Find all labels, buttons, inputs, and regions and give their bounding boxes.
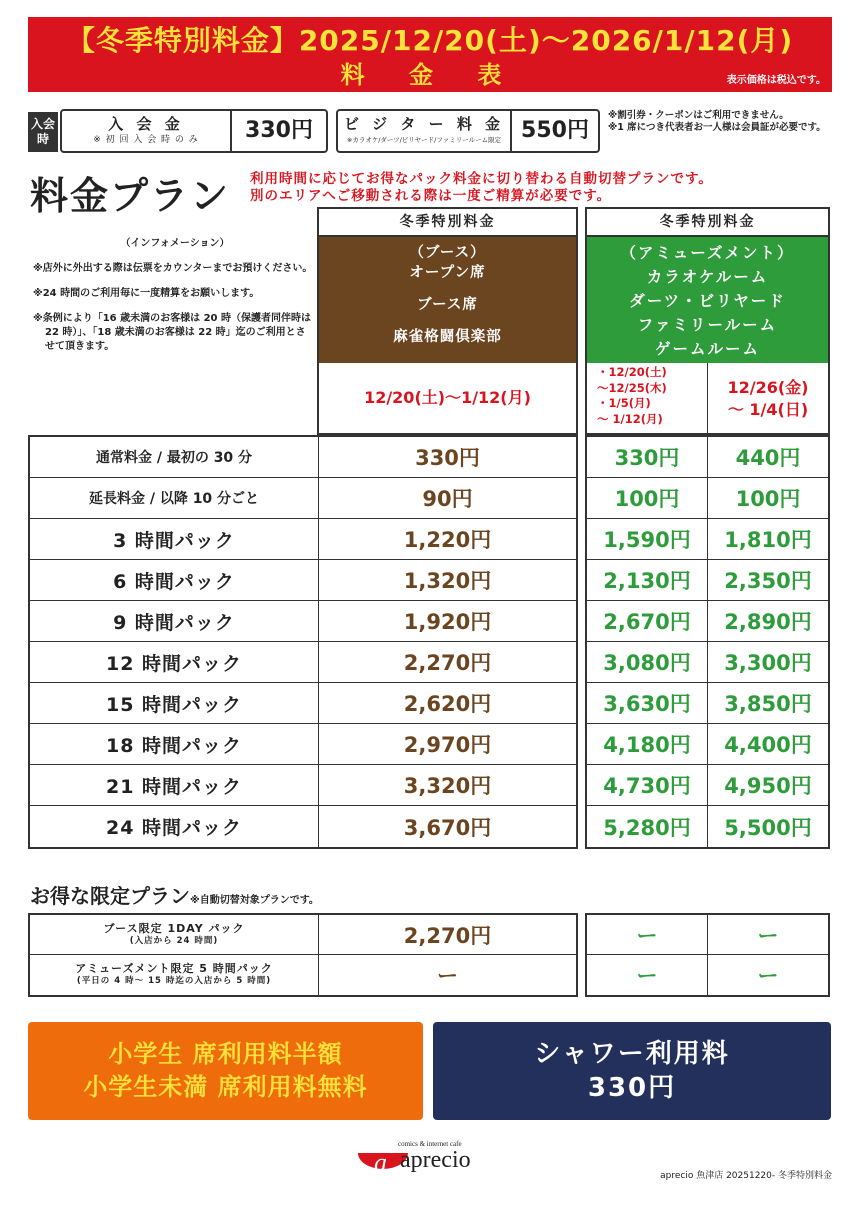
amuse-season-label: 冬季特別料金	[587, 209, 828, 237]
booth-price: 2,970円	[403, 733, 492, 757]
amuse-price-a: 2,670円	[603, 610, 691, 634]
booth-header-box	[317, 207, 578, 435]
booth-area-open: オープン席	[409, 265, 486, 281]
kids-half-price: 小学生 席利用料半額	[108, 1040, 343, 1068]
kids-discount-panel	[28, 1022, 423, 1120]
title-banner	[28, 17, 832, 92]
period-a-line4: 〜 1/12(月)	[597, 411, 663, 426]
amuse-price-table	[585, 435, 830, 849]
booth-price-table	[28, 435, 578, 849]
row-label: 通常料金 / 最初の 30 分	[95, 450, 253, 466]
period-b-line2: 〜 1/4(日)	[727, 400, 809, 419]
amuse-price-a: 330円	[614, 446, 680, 470]
banner-subtitle: 料 金 表	[340, 61, 520, 89]
limited-plan-title	[30, 880, 319, 909]
amuse-area-family: ファミリールーム	[637, 316, 778, 334]
booth-price: 1,320円	[403, 569, 492, 593]
amuse-areas	[587, 237, 828, 363]
table-row	[30, 601, 576, 642]
table-row	[587, 601, 828, 642]
limited-amuse-table	[585, 913, 830, 997]
row-label: 15 時間パック	[105, 693, 243, 716]
amuse-area-darts: ダーツ・ビリヤード	[629, 292, 786, 310]
logo-tagline: comics & internet cafe	[398, 1140, 462, 1148]
booth-area-booth: ブース席	[417, 297, 478, 313]
info-notes	[33, 262, 313, 365]
limited-title-note: ※自動切替対象プランです。	[190, 895, 319, 906]
footer-code: aprecio 魚津店 20251220- 冬季特別料金	[660, 1171, 832, 1181]
limited-amuse-a: ー	[636, 964, 658, 988]
logo-graphic	[356, 1137, 506, 1177]
table-row	[587, 915, 828, 955]
amuse-price-a: 3,080円	[603, 651, 691, 675]
limited-amuse-b: ー	[757, 964, 779, 988]
table-row	[587, 683, 828, 724]
amuse-price-a: 4,730円	[603, 774, 691, 798]
note-member: ※1 席につき代表者お一人様は会員証が必要です。	[608, 122, 826, 133]
table-row	[30, 683, 576, 724]
aprecio-logo	[356, 1137, 506, 1177]
table-row	[30, 519, 576, 560]
booth-price: 330円	[415, 446, 480, 470]
amuse-period-b	[708, 377, 828, 421]
period-a-line1: ・12/20(土)	[597, 365, 667, 379]
banner-title: 【冬季特別料金】2025/12/20(土)〜2026/1/12(月)	[66, 24, 794, 57]
visitor-fee-label	[338, 111, 510, 151]
row-label: 21 時間パック	[105, 775, 243, 798]
amuse-price-b: 4,400円	[724, 733, 812, 757]
entry-fee-box	[60, 109, 328, 153]
tax-note: 表示価格は税込です。	[726, 75, 826, 86]
row-label: 9 時間パック	[113, 611, 235, 634]
limited-label-sub: (入店から 24 時間)	[129, 935, 219, 946]
limited-label-main: ブース限定 1DAY パック	[103, 921, 245, 935]
limited-label-main: アミューズメント限定 5 時間パック	[75, 962, 273, 975]
amuse-area-karaoke: カラオケルーム	[646, 268, 769, 286]
shower-price: 330円	[587, 1073, 677, 1103]
plan-desc-line2: 別のエリアへご移動される際は一度ご精算が必要です。	[250, 188, 612, 204]
table-row	[587, 560, 828, 601]
limited-booth-table	[28, 913, 578, 997]
booth-areas	[319, 237, 576, 363]
table-row	[587, 955, 828, 995]
plan-desc-line1: 利用時間に応じてお得なパック料金に切り替わる自動切替プランです。	[250, 171, 713, 187]
table-row	[587, 437, 828, 478]
entry-fee-label	[62, 111, 230, 151]
row-label: 18 時間パック	[105, 734, 243, 757]
visitor-fee-box	[336, 109, 600, 153]
info-note-24h: ※24 時間のご利用毎に一度精算をお願いします。	[33, 288, 260, 299]
shower-fee-panel	[433, 1022, 831, 1120]
booth-price: 3,670円	[403, 815, 492, 840]
booth-season-label: 冬季特別料金	[319, 209, 576, 237]
entry-tag-text: 入会時	[30, 117, 55, 146]
limited-amuse-b: ー	[757, 923, 779, 948]
info-note-outside: ※店外に外出する際は伝票をカウンターまでお預けください。	[33, 263, 313, 274]
table-row	[587, 765, 828, 806]
table-row	[587, 724, 828, 765]
logo-name: aprecio	[400, 1147, 471, 1173]
table-row	[30, 642, 576, 683]
info-heading: （インフォメーション）	[120, 238, 230, 249]
table-row	[30, 478, 576, 519]
table-row	[30, 765, 576, 806]
amuse-price-a: 4,180円	[603, 733, 691, 757]
table-row	[30, 806, 576, 847]
amuse-area-game: ゲームルーム	[654, 340, 760, 358]
table-row	[587, 519, 828, 560]
amuse-price-b: 100円	[735, 487, 801, 511]
period-a-line3: ・1/5(月)	[597, 396, 651, 410]
amuse-price-a: 1,590円	[603, 528, 691, 552]
limited-label	[30, 915, 318, 954]
amuse-price-b: 3,850円	[724, 692, 812, 716]
amuse-price-a: 3,630円	[603, 692, 691, 716]
limited-booth-price: ー	[437, 964, 458, 988]
logo-a: a	[374, 1148, 387, 1177]
shower-label: シャワー利用料	[534, 1039, 730, 1069]
row-label: 12 時間パック	[105, 652, 243, 675]
visitor-fee-price: 550円	[510, 111, 598, 151]
plan-description	[250, 171, 713, 205]
kids-free: 小学生未満 席利用料無料	[83, 1073, 368, 1101]
amuse-price-b: 5,500円	[724, 815, 812, 840]
plan-title: 料金プラン	[30, 174, 231, 218]
entry-fee-title: 入 会 金	[108, 115, 184, 133]
entry-fee-sub: ※ 初 回 入 会 時 の み	[93, 135, 199, 145]
amuse-price-a: 2,130円	[603, 569, 691, 593]
visitor-fee-title: ビ ジ タ ー 料 金	[343, 115, 505, 133]
table-row	[30, 724, 576, 765]
booth-price: 1,920円	[403, 610, 492, 634]
row-label: 24 時間パック	[105, 817, 243, 839]
amuse-price-b: 440円	[735, 446, 801, 470]
amuse-price-a: 100円	[614, 487, 680, 511]
amuse-header-box	[585, 207, 830, 435]
booth-price: 3,320円	[403, 774, 492, 798]
amuse-price-b: 4,950円	[724, 774, 812, 798]
table-row	[30, 955, 576, 995]
limited-label	[30, 955, 318, 995]
period-b-line1: 12/26(金)	[727, 378, 809, 397]
booth-price: 90円	[422, 487, 473, 511]
amuse-area-category: （アミューズメント）	[620, 244, 795, 262]
table-row	[30, 560, 576, 601]
entry-tag	[28, 112, 58, 152]
row-label: 3 時間パック	[113, 529, 235, 552]
booth-area-category: （ブース）	[409, 245, 486, 261]
limited-label-sub: (平日の 4 時〜 15 時迄の入店から 5 時間)	[76, 976, 272, 986]
table-row	[587, 642, 828, 683]
booth-area-mahjong: 麻雀格闘倶楽部	[393, 329, 502, 345]
limited-booth-price: 2,270円	[403, 923, 492, 948]
row-label: 6 時間パック	[113, 570, 235, 593]
table-row	[587, 478, 828, 519]
visitor-fee-sub: ※カラオケ/ダーツ/ビリヤード/ファミリールーム限定	[346, 136, 502, 144]
top-notes	[608, 110, 838, 134]
amuse-price-b: 3,300円	[724, 651, 812, 675]
amuse-price-b: 2,890円	[724, 610, 812, 634]
amuse-period-a	[587, 365, 707, 427]
booth-period: 12/20(土)〜1/12(月)	[364, 388, 531, 407]
note-coupon: ※割引券・クーポンはご利用できません。	[608, 110, 789, 121]
table-row	[587, 806, 828, 847]
entry-fee-price: 330円	[230, 111, 326, 151]
amuse-price-b: 1,810円	[724, 528, 812, 552]
table-row	[30, 437, 576, 478]
info-note-ordinance: ※条例により「16 歳未満のお客様は 20 時（保護者同伴時は 22 時）」、「18 歳未満のお客様は 22 時」迄のご利用とさせて頂きます。	[33, 313, 311, 352]
booth-price: 2,620円	[403, 692, 492, 716]
table-row	[30, 915, 576, 955]
booth-price: 2,270円	[403, 651, 492, 675]
amuse-price-b: 2,350円	[724, 569, 812, 593]
period-a-line2: 〜12/25(木)	[597, 380, 667, 395]
amuse-price-a: 5,280円	[603, 815, 691, 840]
booth-price: 1,220円	[403, 528, 492, 552]
limited-title-text: お得な限定プラン	[30, 884, 190, 908]
row-label: 延長料金 / 以降 10 分ごと	[88, 491, 260, 507]
limited-amuse-a: ー	[636, 923, 658, 948]
